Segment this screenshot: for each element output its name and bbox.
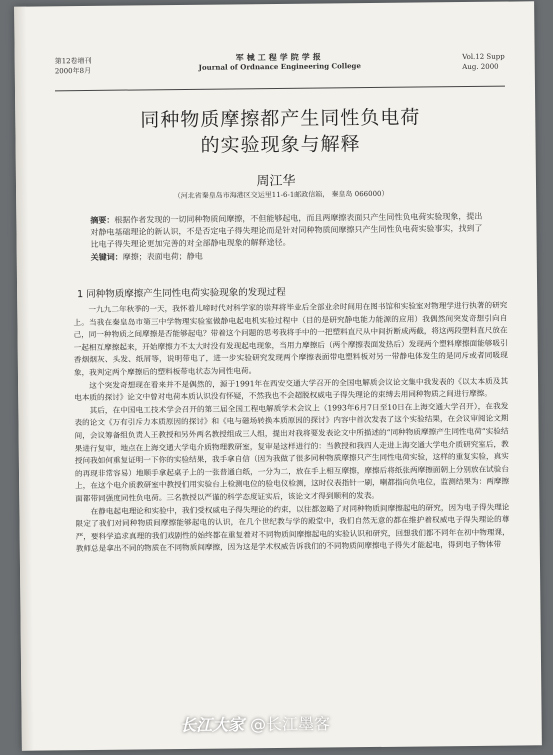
- watermark-brand: 长江大家: [179, 715, 245, 735]
- abstract-block: [90, 210, 483, 264]
- abstract-text: 根据作者发现的一切同种物质间摩擦，不但能够起电，而且两摩擦表面只产生同性负电荷实验现象，提出对静电基础理论的新认识，不是否定电子得失理论而是针对同种物质间摩擦只产生同性负电荷实验事实，找到了比电子得失理论更加完善的对全部静电现象的解释途径。: [90, 211, 483, 249]
- watermark: [180, 711, 330, 736]
- author-name: 周江华: [256, 173, 296, 190]
- paragraph: 这个突发奇想现在看来并不是偶然的，源于1991年在西安交通大学召开的全国电解质会议论文集中我发表的《以太本质及其电本质的探讨》论文中曾对电荷本质认识没有怀疑，不然我也不会超脱权威电子得失理论的束缚去用同种物质之间进行摩擦。: [74, 376, 509, 403]
- title-line-1: 同种物质摩擦都产生同性负电荷: [140, 106, 421, 132]
- journal-header: [55, 46, 505, 91]
- paragraph: 在静电起电理论和实验中，我们受权威电子得失理论的约束，以往都忽略了对同种物质间摩擦起电的研究，因为电子得失理论限定了我们对同种物质间摩擦能够起电的认识，在几个世纪教与学的殿堂中，我们自然无意的都在维护着权威电子得失理论的尊严，要科学追求真理的我们戏剧性的始终都在重复着对不同物质间摩擦起电的实验认识和研究，回想我们都不同年在初中物理课，教师总是拿出不同的物质在不同物质间摩擦，因为这是学术权威告诉我们的不同物质间摩擦电子得失才能起电，得到电子物体带: [75, 502, 510, 554]
- keywords-label: 关键词：: [90, 251, 123, 262]
- header-center: [55, 50, 505, 75]
- paragraph: 一九九二年秋季的一天，我怀着儿啼时代对科学家的崇拜将毕业后全部业余时间用在图书馆和实验室对物理学进行执著的研究上。当我在秦皇岛市第三中学物理实验室做静电起电机实验过程中（目的是研究静电能力能源的应用）我偶然间突发奇想引向自己，同一种物质之间摩擦是否能够起电？带着这个问题的思考我将手中的一把塑料直尺从中间折断成两截，将这两段塑料直尺放在一起相互摩擦起来，开始摩擦力不太大时没有发现起电现象，当用力摩擦后（两个摩擦表面发热后）发现两个塑料摩擦面能够吸引香烟烟灰、头发、纸屑等，说明带电了，进一步实验研究发现两个摩擦表面带电塑料板对另一带静电体发生的是同斥或者同吸现象，我判定两个摩擦后的塑料板带电状态为同性电荷。: [73, 300, 508, 378]
- abstract: [90, 210, 482, 251]
- header-right: [462, 52, 505, 72]
- keywords-text: 摩擦；表面电荷；静电: [122, 251, 203, 262]
- paper-page: [14, 1, 542, 750]
- watermark-handle: @长江墨客: [249, 714, 331, 735]
- paper-title: [55, 104, 506, 161]
- section-heading: 1 同种物质摩擦产生同性电荷实验现象的发现过程: [77, 286, 286, 301]
- abstract-label: 摘要：: [90, 214, 115, 225]
- volume-issue: 第12卷增刊: [54, 56, 92, 66]
- publication-date: 2000年8月: [54, 66, 92, 76]
- body-text: [73, 300, 510, 556]
- volume-en: Vol.12 Supp: [462, 52, 505, 62]
- journal-name-cn: 军械工程学院学报: [235, 51, 324, 63]
- author-affiliation: （河北省秦皇岛市海港区交运里11-6-1邮政信箱， 秦皇岛 066000）: [173, 189, 389, 201]
- date-en: Aug. 2000: [462, 62, 499, 72]
- binder-edge: [14, 7, 34, 751]
- keywords: [91, 247, 483, 264]
- title-line-2: 的实验现象与解释: [200, 133, 361, 157]
- journal-name-en: Journal of Ordnance Engineering College: [198, 61, 361, 72]
- paragraph: 其后，在中国电工技术学会召开的第三届全国工程电解质学术会议上（1993年6月7日至10日在上海交通大学召开），在我发表的论文《万有引斥力本质原因的探讨》和《电与磁场转换本质原因的探讨》内容中首次发表了这个实验结果，在会议审阅论文期间，会议筹备组负责人王教授和另外两名教授组成三人组，提出对我将要发表论文中所描述的“同种物质摩擦产生同性电荷”实验结果进行复审，地点在上海交通大学电介质物理教研室，复审是这样进行的：当教授和我四人走进上海交通大学电介质研究室后，教授问我如何重复证明一下你的实验结果，我手拿自信（因为我做了很多同种物质摩擦只产生同性电荷实验，这样的重复实验，真实的再现非常容易）地顺手拿起桌子上的一张普通白纸，一分为二，放在手上相互摩擦，摩擦后将纸张两摩擦面朝上分别放在试验台上，在这个电介质教研室中教授们用实验台上检测电位的验电仪检测，这时仪表指针一刷，喇都指向负电位，监测结果为：两摩擦面都带同强度同性负电荷。三名教授以严谨的科学态度证实后，该论文才得到顺利的发表。: [74, 401, 510, 504]
